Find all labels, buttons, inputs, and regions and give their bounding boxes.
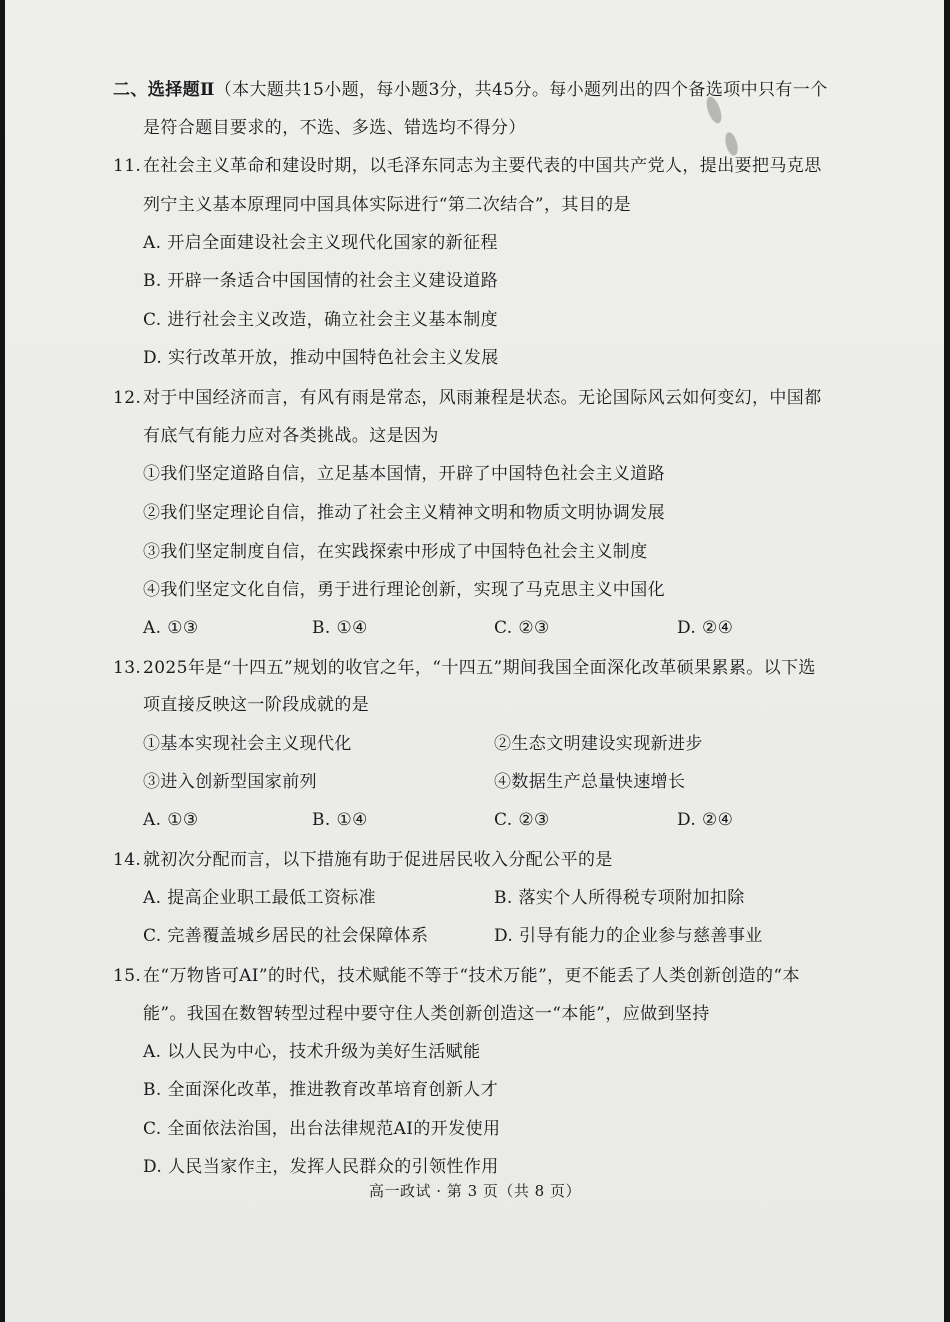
section-instructions-1: （本大题共15小题，每小题3分，共45分。每小题列出的四个备选项中只有一个 [214, 80, 828, 100]
question-13-choice-a: A. ①③ [143, 810, 199, 830]
question-stem-text: 在社会主义革命和建设时期，以毛泽东同志为主要代表的中国共产党人，提出要把马克思 [143, 156, 822, 176]
question-12-statement-1: ①我们坚定道路自信，立足基本国情，开辟了中国特色社会主义道路 [143, 464, 665, 484]
question-11-option-b: B. 开辟一条适合中国国情的社会主义建设道路 [143, 271, 499, 291]
question-14-option-d: D. 引导有能力的企业参与慈善事业 [494, 926, 763, 946]
question-13-statement-3: ③进入创新型国家前列 [143, 772, 317, 792]
question-12-statement-3: ③我们坚定制度自信，在实践探索中形成了中国特色社会主义制度 [143, 542, 648, 562]
question-15-option-d: D. 人民当家作主，发挥人民群众的引领性作用 [143, 1157, 499, 1177]
question-15-option-b: B. 全面深化改革，推进教育改革培育创新人才 [143, 1080, 499, 1100]
question-15-stem-2: 能”。我国在数智转型过程中要守住人类创新创造这一“本能”，应做到坚持 [143, 1004, 710, 1024]
question-14-option-b: B. 落实个人所得税专项附加扣除 [494, 888, 745, 908]
question-number: 15. [113, 966, 142, 986]
question-15-option-c: C. 全面依法治国，出台法律规范AI的开发使用 [143, 1119, 501, 1139]
scan-edge-left [0, 0, 5, 1322]
question-number: 14. [113, 850, 142, 870]
question-12-choice-c: C. ②③ [494, 618, 550, 638]
section-instructions-2: 是符合题目要求的，不选、多选、错选均不得分） [143, 118, 526, 138]
question-13-choice-d: D. ②④ [677, 810, 734, 830]
question-11-option-a: A. 开启全面建设社会主义现代化国家的新征程 [143, 233, 498, 253]
question-12-statement-4: ④我们坚定文化自信，勇于进行理论创新，实现了马克思主义中国化 [143, 580, 665, 600]
question-11-stem-2: 列宁主义基本原理同中国具体实际进行“第二次结合”，其目的是 [143, 195, 631, 215]
question-14-stem-1 [113, 848, 613, 872]
question-stem-text: 对于中国经济而言，有风有雨是常态，风雨兼程是状态。无论国际风云如何变幻，中国都 [143, 388, 822, 408]
question-13-stem-1 [113, 656, 816, 680]
section-header-line1 [113, 78, 828, 102]
question-12-choice-d: D. ②④ [677, 618, 734, 638]
question-13-statement-1: ①基本实现社会主义现代化 [143, 734, 352, 754]
question-number: 13. [113, 658, 142, 678]
question-14-option-a: A. 提高企业职工最低工资标准 [143, 888, 377, 908]
question-11-option-c: C. 进行社会主义改造，确立社会主义基本制度 [143, 310, 499, 330]
scan-edge-right [944, 0, 950, 1322]
question-stem-text: 在“万物皆可AI”的时代，技术赋能不等于“技术万能”，更不能丢了人类创新创造的“本 [143, 966, 800, 986]
page-footer: 高一政试 · 第 3 页（共 8 页） [369, 1182, 581, 1200]
question-13-stem-2: 项直接反映这一阶段成就的是 [143, 695, 370, 715]
question-stem-text: 2025年是“十四五”规划的收官之年，“十四五”期间我国全面深化改革硕果累累。以下选 [143, 658, 816, 678]
question-14-option-c: C. 完善覆盖城乡居民的社会保障体系 [143, 926, 429, 946]
question-number: 11. [113, 156, 142, 176]
question-11-option-d: D. 实行改革开放，推动中国特色社会主义发展 [143, 348, 499, 368]
question-12-stem-2: 有底气有能力应对各类挑战。这是因为 [143, 426, 439, 446]
question-13-statement-4: ④数据生产总量快速增长 [494, 772, 686, 792]
question-13-choice-c: C. ②③ [494, 810, 550, 830]
question-stem-text: 就初次分配而言，以下措施有助于促进居民收入分配公平的是 [143, 850, 613, 870]
question-number: 12. [113, 388, 142, 408]
question-11-stem-1 [113, 154, 822, 178]
question-13-choice-b: B. ①④ [312, 810, 368, 830]
question-15-stem-1 [113, 964, 800, 988]
question-12-choice-a: A. ①③ [143, 618, 199, 638]
section-title: 二、选择题Ⅱ [113, 80, 215, 100]
question-12-choice-b: B. ①④ [312, 618, 368, 638]
question-15-option-a: A. 以人民为中心，技术升级为美好生活赋能 [143, 1042, 481, 1062]
question-12-stem-1 [113, 386, 822, 410]
question-13-statement-2: ②生态文明建设实现新进步 [494, 734, 703, 754]
question-12-statement-2: ②我们坚定理论自信，推动了社会主义精神文明和物质文明协调发展 [143, 503, 665, 523]
